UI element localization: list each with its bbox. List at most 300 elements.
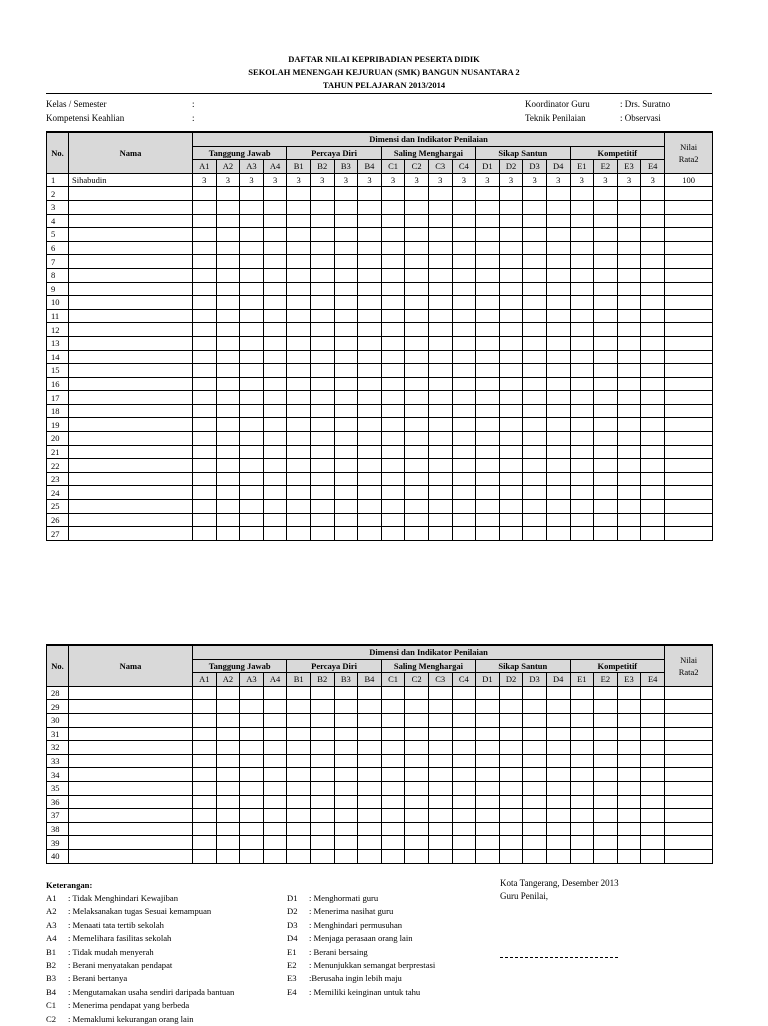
table-body-1 bbox=[47, 173, 713, 540]
score-cell bbox=[641, 404, 665, 418]
score-cell bbox=[523, 486, 547, 500]
table-row bbox=[47, 364, 713, 378]
legend-item bbox=[287, 946, 435, 959]
score-cell bbox=[240, 486, 264, 500]
indicator-header: E1 bbox=[570, 160, 594, 174]
score-cell bbox=[428, 836, 452, 850]
score-cell bbox=[499, 282, 523, 296]
score-cell bbox=[452, 187, 476, 201]
score-cell: 3 bbox=[193, 173, 217, 187]
score-cell bbox=[617, 187, 641, 201]
score-cell bbox=[310, 228, 334, 242]
score-cell bbox=[334, 809, 358, 823]
score-cell bbox=[240, 727, 264, 741]
score-cell bbox=[193, 214, 217, 228]
legend-code: E1 bbox=[287, 946, 297, 957]
no-header: No. bbox=[47, 645, 69, 686]
indicator-header: A3 bbox=[240, 160, 264, 174]
score-cell bbox=[617, 309, 641, 323]
score-cell bbox=[405, 268, 429, 282]
average-cell bbox=[665, 768, 713, 782]
score-cell bbox=[594, 214, 618, 228]
legend-code: D4 bbox=[287, 933, 298, 944]
score-cell bbox=[452, 241, 476, 255]
score-cell bbox=[452, 200, 476, 214]
student-name bbox=[69, 418, 193, 432]
score-cell bbox=[594, 296, 618, 310]
score-cell bbox=[193, 377, 217, 391]
score-cell bbox=[240, 768, 264, 782]
score-cell bbox=[476, 296, 500, 310]
table-row bbox=[47, 822, 713, 836]
score-cell bbox=[641, 822, 665, 836]
row-number: 29 bbox=[47, 700, 69, 714]
score-cell bbox=[523, 214, 547, 228]
score-cell bbox=[310, 754, 334, 768]
score-cell bbox=[523, 268, 547, 282]
score-cell bbox=[216, 404, 240, 418]
score-cell bbox=[240, 686, 264, 700]
score-cell bbox=[263, 713, 287, 727]
score-cell bbox=[240, 836, 264, 850]
legend-text: : Menghormati guru bbox=[309, 893, 379, 903]
koordinator-value: : Drs. Suratno bbox=[620, 99, 671, 109]
score-cell bbox=[476, 187, 500, 201]
score-cell bbox=[546, 486, 570, 500]
score-cell bbox=[428, 472, 452, 486]
score-cell bbox=[523, 781, 547, 795]
score-cell bbox=[287, 200, 311, 214]
score-cell bbox=[499, 486, 523, 500]
score-cell bbox=[452, 432, 476, 446]
score-cell bbox=[523, 700, 547, 714]
score-cell bbox=[263, 486, 287, 500]
score-cell bbox=[594, 754, 618, 768]
score-cell bbox=[381, 309, 405, 323]
score-cell bbox=[310, 527, 334, 541]
score-cell bbox=[452, 727, 476, 741]
score-cell bbox=[452, 527, 476, 541]
score-cell bbox=[193, 364, 217, 378]
score-cell bbox=[523, 432, 547, 446]
score-cell bbox=[358, 822, 382, 836]
student-name bbox=[69, 350, 193, 364]
score-cell bbox=[617, 809, 641, 823]
score-cell bbox=[405, 822, 429, 836]
score-cell bbox=[594, 472, 618, 486]
score-cell bbox=[546, 282, 570, 296]
score-cell bbox=[405, 336, 429, 350]
score-cell bbox=[216, 486, 240, 500]
score-cell bbox=[405, 472, 429, 486]
score-cell bbox=[358, 200, 382, 214]
score-cell bbox=[287, 795, 311, 809]
score-cell bbox=[358, 296, 382, 310]
score-cell bbox=[523, 768, 547, 782]
score-cell bbox=[594, 741, 618, 755]
score-cell: 3 bbox=[499, 173, 523, 187]
score-cell bbox=[452, 377, 476, 391]
table-row bbox=[47, 741, 713, 755]
score-cell bbox=[193, 241, 217, 255]
score-cell bbox=[405, 228, 429, 242]
score-cell bbox=[334, 500, 358, 514]
average-cell bbox=[665, 795, 713, 809]
score-cell bbox=[381, 214, 405, 228]
row-number: 26 bbox=[47, 513, 69, 527]
student-name bbox=[69, 323, 193, 337]
score-cell bbox=[476, 472, 500, 486]
koordinator-label: Koordinator Guru bbox=[525, 99, 590, 109]
score-cell bbox=[523, 364, 547, 378]
score-cell bbox=[193, 686, 217, 700]
score-cell: 3 bbox=[641, 173, 665, 187]
score-cell bbox=[310, 836, 334, 850]
score-cell bbox=[358, 527, 382, 541]
student-name bbox=[69, 727, 193, 741]
score-cell bbox=[594, 268, 618, 282]
table-row bbox=[47, 795, 713, 809]
student-name bbox=[69, 255, 193, 269]
score-cell bbox=[594, 228, 618, 242]
average-cell bbox=[665, 377, 713, 391]
score-cell: 3 bbox=[405, 173, 429, 187]
score-cell bbox=[358, 836, 382, 850]
score-cell bbox=[263, 241, 287, 255]
group-header: Tanggung Jawab bbox=[193, 659, 287, 673]
score-cell bbox=[358, 282, 382, 296]
student-name bbox=[69, 686, 193, 700]
average-cell bbox=[665, 241, 713, 255]
score-cell bbox=[617, 296, 641, 310]
score-cell bbox=[287, 836, 311, 850]
score-cell bbox=[240, 309, 264, 323]
table-row bbox=[47, 686, 713, 700]
score-cell bbox=[263, 686, 287, 700]
score-cell: 3 bbox=[334, 173, 358, 187]
score-cell bbox=[641, 200, 665, 214]
score-cell bbox=[216, 336, 240, 350]
score-cell bbox=[334, 781, 358, 795]
score-cell bbox=[334, 214, 358, 228]
score-cell bbox=[546, 459, 570, 473]
score-cell bbox=[216, 741, 240, 755]
score-cell bbox=[617, 214, 641, 228]
score-cell bbox=[263, 527, 287, 541]
legend-text: : Menerima pendapat yang berbeda bbox=[68, 1000, 190, 1011]
score-cell bbox=[594, 241, 618, 255]
score-cell bbox=[641, 486, 665, 500]
score-cell bbox=[216, 513, 240, 527]
score-cell bbox=[310, 391, 334, 405]
score-cell bbox=[240, 255, 264, 269]
score-cell bbox=[523, 255, 547, 269]
score-cell bbox=[476, 214, 500, 228]
average-cell bbox=[665, 391, 713, 405]
score-cell bbox=[193, 200, 217, 214]
score-cell bbox=[334, 836, 358, 850]
score-cell bbox=[476, 727, 500, 741]
score-cell bbox=[216, 268, 240, 282]
legend-text: : Tidak Menghindari Kewajiban bbox=[68, 893, 179, 903]
score-cell bbox=[216, 527, 240, 541]
score-cell bbox=[523, 309, 547, 323]
legend-code: D3 bbox=[287, 919, 298, 930]
score-cell bbox=[216, 836, 240, 850]
score-cell bbox=[476, 741, 500, 755]
score-cell bbox=[381, 754, 405, 768]
score-cell bbox=[405, 700, 429, 714]
score-cell bbox=[546, 741, 570, 755]
score-cell bbox=[358, 350, 382, 364]
row-number: 17 bbox=[47, 391, 69, 405]
score-cell bbox=[405, 364, 429, 378]
score-cell bbox=[310, 700, 334, 714]
score-cell bbox=[240, 296, 264, 310]
score-cell bbox=[617, 795, 641, 809]
score-cell bbox=[381, 336, 405, 350]
score-cell bbox=[334, 228, 358, 242]
score-cell bbox=[570, 404, 594, 418]
score-cell bbox=[216, 754, 240, 768]
score-cell bbox=[499, 418, 523, 432]
score-cell bbox=[263, 768, 287, 782]
score-cell bbox=[193, 781, 217, 795]
score-cell bbox=[476, 377, 500, 391]
score-cell bbox=[452, 445, 476, 459]
score-cell bbox=[405, 513, 429, 527]
score-cell bbox=[499, 241, 523, 255]
score-cell bbox=[405, 323, 429, 337]
score-cell bbox=[428, 187, 452, 201]
legend-text: : Menunjukkan semangat berprestasi bbox=[309, 960, 436, 971]
score-cell: 3 bbox=[381, 173, 405, 187]
indicator-header: B2 bbox=[310, 673, 334, 687]
signature-place-date: Kota Tangerang, Desember 2013 bbox=[500, 878, 619, 888]
student-name bbox=[69, 296, 193, 310]
score-cell bbox=[405, 214, 429, 228]
group-header: Tanggung Jawab bbox=[193, 146, 287, 160]
student-name bbox=[69, 336, 193, 350]
score-cell bbox=[381, 513, 405, 527]
nama-header: Nama bbox=[69, 132, 193, 173]
nilai-header-line1: Nilai bbox=[680, 654, 698, 665]
indicator-header: D2 bbox=[499, 673, 523, 687]
score-cell bbox=[193, 418, 217, 432]
row-number: 34 bbox=[47, 768, 69, 782]
score-cell bbox=[546, 527, 570, 541]
indicator-header: A4 bbox=[263, 160, 287, 174]
score-cell bbox=[452, 472, 476, 486]
indicator-header: C3 bbox=[428, 160, 452, 174]
score-cell bbox=[452, 404, 476, 418]
score-cell bbox=[476, 754, 500, 768]
score-cell bbox=[476, 822, 500, 836]
legend-item bbox=[46, 986, 234, 999]
score-cell bbox=[428, 459, 452, 473]
score-cell bbox=[310, 350, 334, 364]
row-number: 15 bbox=[47, 364, 69, 378]
score-cell bbox=[452, 323, 476, 337]
score-cell bbox=[476, 282, 500, 296]
score-cell bbox=[216, 323, 240, 337]
score-cell bbox=[405, 809, 429, 823]
score-cell bbox=[476, 309, 500, 323]
legend-item bbox=[287, 986, 435, 999]
score-cell bbox=[428, 364, 452, 378]
score-cell bbox=[358, 255, 382, 269]
score-cell bbox=[546, 228, 570, 242]
score-cell: 3 bbox=[570, 173, 594, 187]
score-cell bbox=[570, 350, 594, 364]
score-cell bbox=[452, 741, 476, 755]
score-cell bbox=[523, 527, 547, 541]
score-cell bbox=[523, 795, 547, 809]
score-cell bbox=[193, 836, 217, 850]
score-cell bbox=[381, 836, 405, 850]
score-cell bbox=[499, 741, 523, 755]
score-cell bbox=[310, 323, 334, 337]
score-cell bbox=[570, 822, 594, 836]
score-cell bbox=[310, 214, 334, 228]
legend-item bbox=[46, 999, 234, 1012]
score-cell bbox=[287, 822, 311, 836]
score-cell bbox=[476, 255, 500, 269]
table-body-2 bbox=[47, 686, 713, 863]
score-cell bbox=[405, 282, 429, 296]
score-cell bbox=[381, 432, 405, 446]
score-cell: 3 bbox=[310, 173, 334, 187]
score-cell bbox=[499, 364, 523, 378]
row-number: 30 bbox=[47, 713, 69, 727]
score-cell bbox=[641, 713, 665, 727]
score-cell bbox=[193, 255, 217, 269]
score-cell bbox=[240, 404, 264, 418]
score-cell bbox=[546, 445, 570, 459]
score-cell bbox=[193, 768, 217, 782]
score-cell bbox=[240, 268, 264, 282]
score-cell bbox=[617, 377, 641, 391]
score-cell bbox=[523, 282, 547, 296]
score-cell bbox=[452, 309, 476, 323]
score-cell bbox=[617, 445, 641, 459]
score-cell bbox=[216, 391, 240, 405]
score-cell bbox=[428, 432, 452, 446]
score-cell bbox=[263, 187, 287, 201]
score-cell bbox=[641, 445, 665, 459]
score-cell bbox=[193, 700, 217, 714]
score-cell bbox=[334, 323, 358, 337]
score-cell bbox=[193, 459, 217, 473]
score-cell bbox=[193, 268, 217, 282]
score-cell bbox=[310, 309, 334, 323]
score-cell bbox=[523, 241, 547, 255]
indicator-header: C2 bbox=[405, 160, 429, 174]
row-number: 35 bbox=[47, 781, 69, 795]
score-cell bbox=[310, 713, 334, 727]
indicator-header: C4 bbox=[452, 160, 476, 174]
table-row bbox=[47, 391, 713, 405]
score-cell bbox=[428, 741, 452, 755]
score-cell bbox=[193, 404, 217, 418]
score-cell bbox=[358, 513, 382, 527]
score-cell bbox=[594, 809, 618, 823]
score-cell bbox=[499, 228, 523, 242]
legend-code: E4 bbox=[287, 986, 297, 997]
student-name bbox=[69, 241, 193, 255]
score-cell bbox=[263, 432, 287, 446]
row-number: 20 bbox=[47, 432, 69, 446]
score-cell bbox=[452, 700, 476, 714]
score-cell bbox=[617, 836, 641, 850]
nilai-header-line2: Rata2 bbox=[678, 666, 699, 677]
row-number: 37 bbox=[47, 809, 69, 823]
average-cell bbox=[665, 500, 713, 514]
nilai-header bbox=[665, 132, 713, 173]
score-cell bbox=[405, 241, 429, 255]
score-cell bbox=[193, 849, 217, 863]
score-cell bbox=[287, 513, 311, 527]
score-cell bbox=[334, 309, 358, 323]
score-cell bbox=[452, 364, 476, 378]
legend-text: : Memaklumi kekurangan orang lain bbox=[68, 1013, 194, 1024]
indicator-header: B1 bbox=[287, 160, 311, 174]
score-cell bbox=[546, 754, 570, 768]
score-cell bbox=[594, 781, 618, 795]
group-header: Sikap Santun bbox=[476, 659, 570, 673]
score-cell bbox=[594, 377, 618, 391]
legend-code: D1 bbox=[287, 893, 298, 903]
average-cell bbox=[665, 727, 713, 741]
score-cell bbox=[334, 727, 358, 741]
score-cell bbox=[310, 268, 334, 282]
score-cell bbox=[381, 282, 405, 296]
legend-code: B3 bbox=[46, 973, 57, 984]
score-cell bbox=[617, 527, 641, 541]
score-cell bbox=[476, 781, 500, 795]
score-cell bbox=[263, 754, 287, 768]
row-number: 8 bbox=[47, 268, 69, 282]
grade-table-1 bbox=[46, 131, 713, 541]
score-cell bbox=[570, 391, 594, 405]
score-cell bbox=[358, 228, 382, 242]
legend-text: : Mengutamakan usaha sendiri daripada bantuan bbox=[68, 986, 235, 997]
score-cell bbox=[641, 255, 665, 269]
score-cell bbox=[287, 323, 311, 337]
score-cell bbox=[523, 336, 547, 350]
score-cell bbox=[546, 727, 570, 741]
table-row bbox=[47, 200, 713, 214]
score-cell bbox=[263, 781, 287, 795]
table-row bbox=[47, 849, 713, 863]
score-cell bbox=[546, 255, 570, 269]
legend-text: : Menerima nasihat guru bbox=[309, 906, 394, 917]
score-cell bbox=[358, 700, 382, 714]
average-cell bbox=[665, 364, 713, 378]
score-cell bbox=[499, 754, 523, 768]
score-cell bbox=[358, 686, 382, 700]
teknik-value: : Observasi bbox=[620, 113, 661, 123]
score-cell bbox=[499, 268, 523, 282]
average-cell bbox=[665, 686, 713, 700]
score-cell bbox=[358, 727, 382, 741]
score-cell bbox=[263, 822, 287, 836]
table-row bbox=[47, 500, 713, 514]
indicator-header: D1 bbox=[476, 160, 500, 174]
score-cell bbox=[287, 255, 311, 269]
score-cell bbox=[546, 432, 570, 446]
score-cell bbox=[641, 241, 665, 255]
